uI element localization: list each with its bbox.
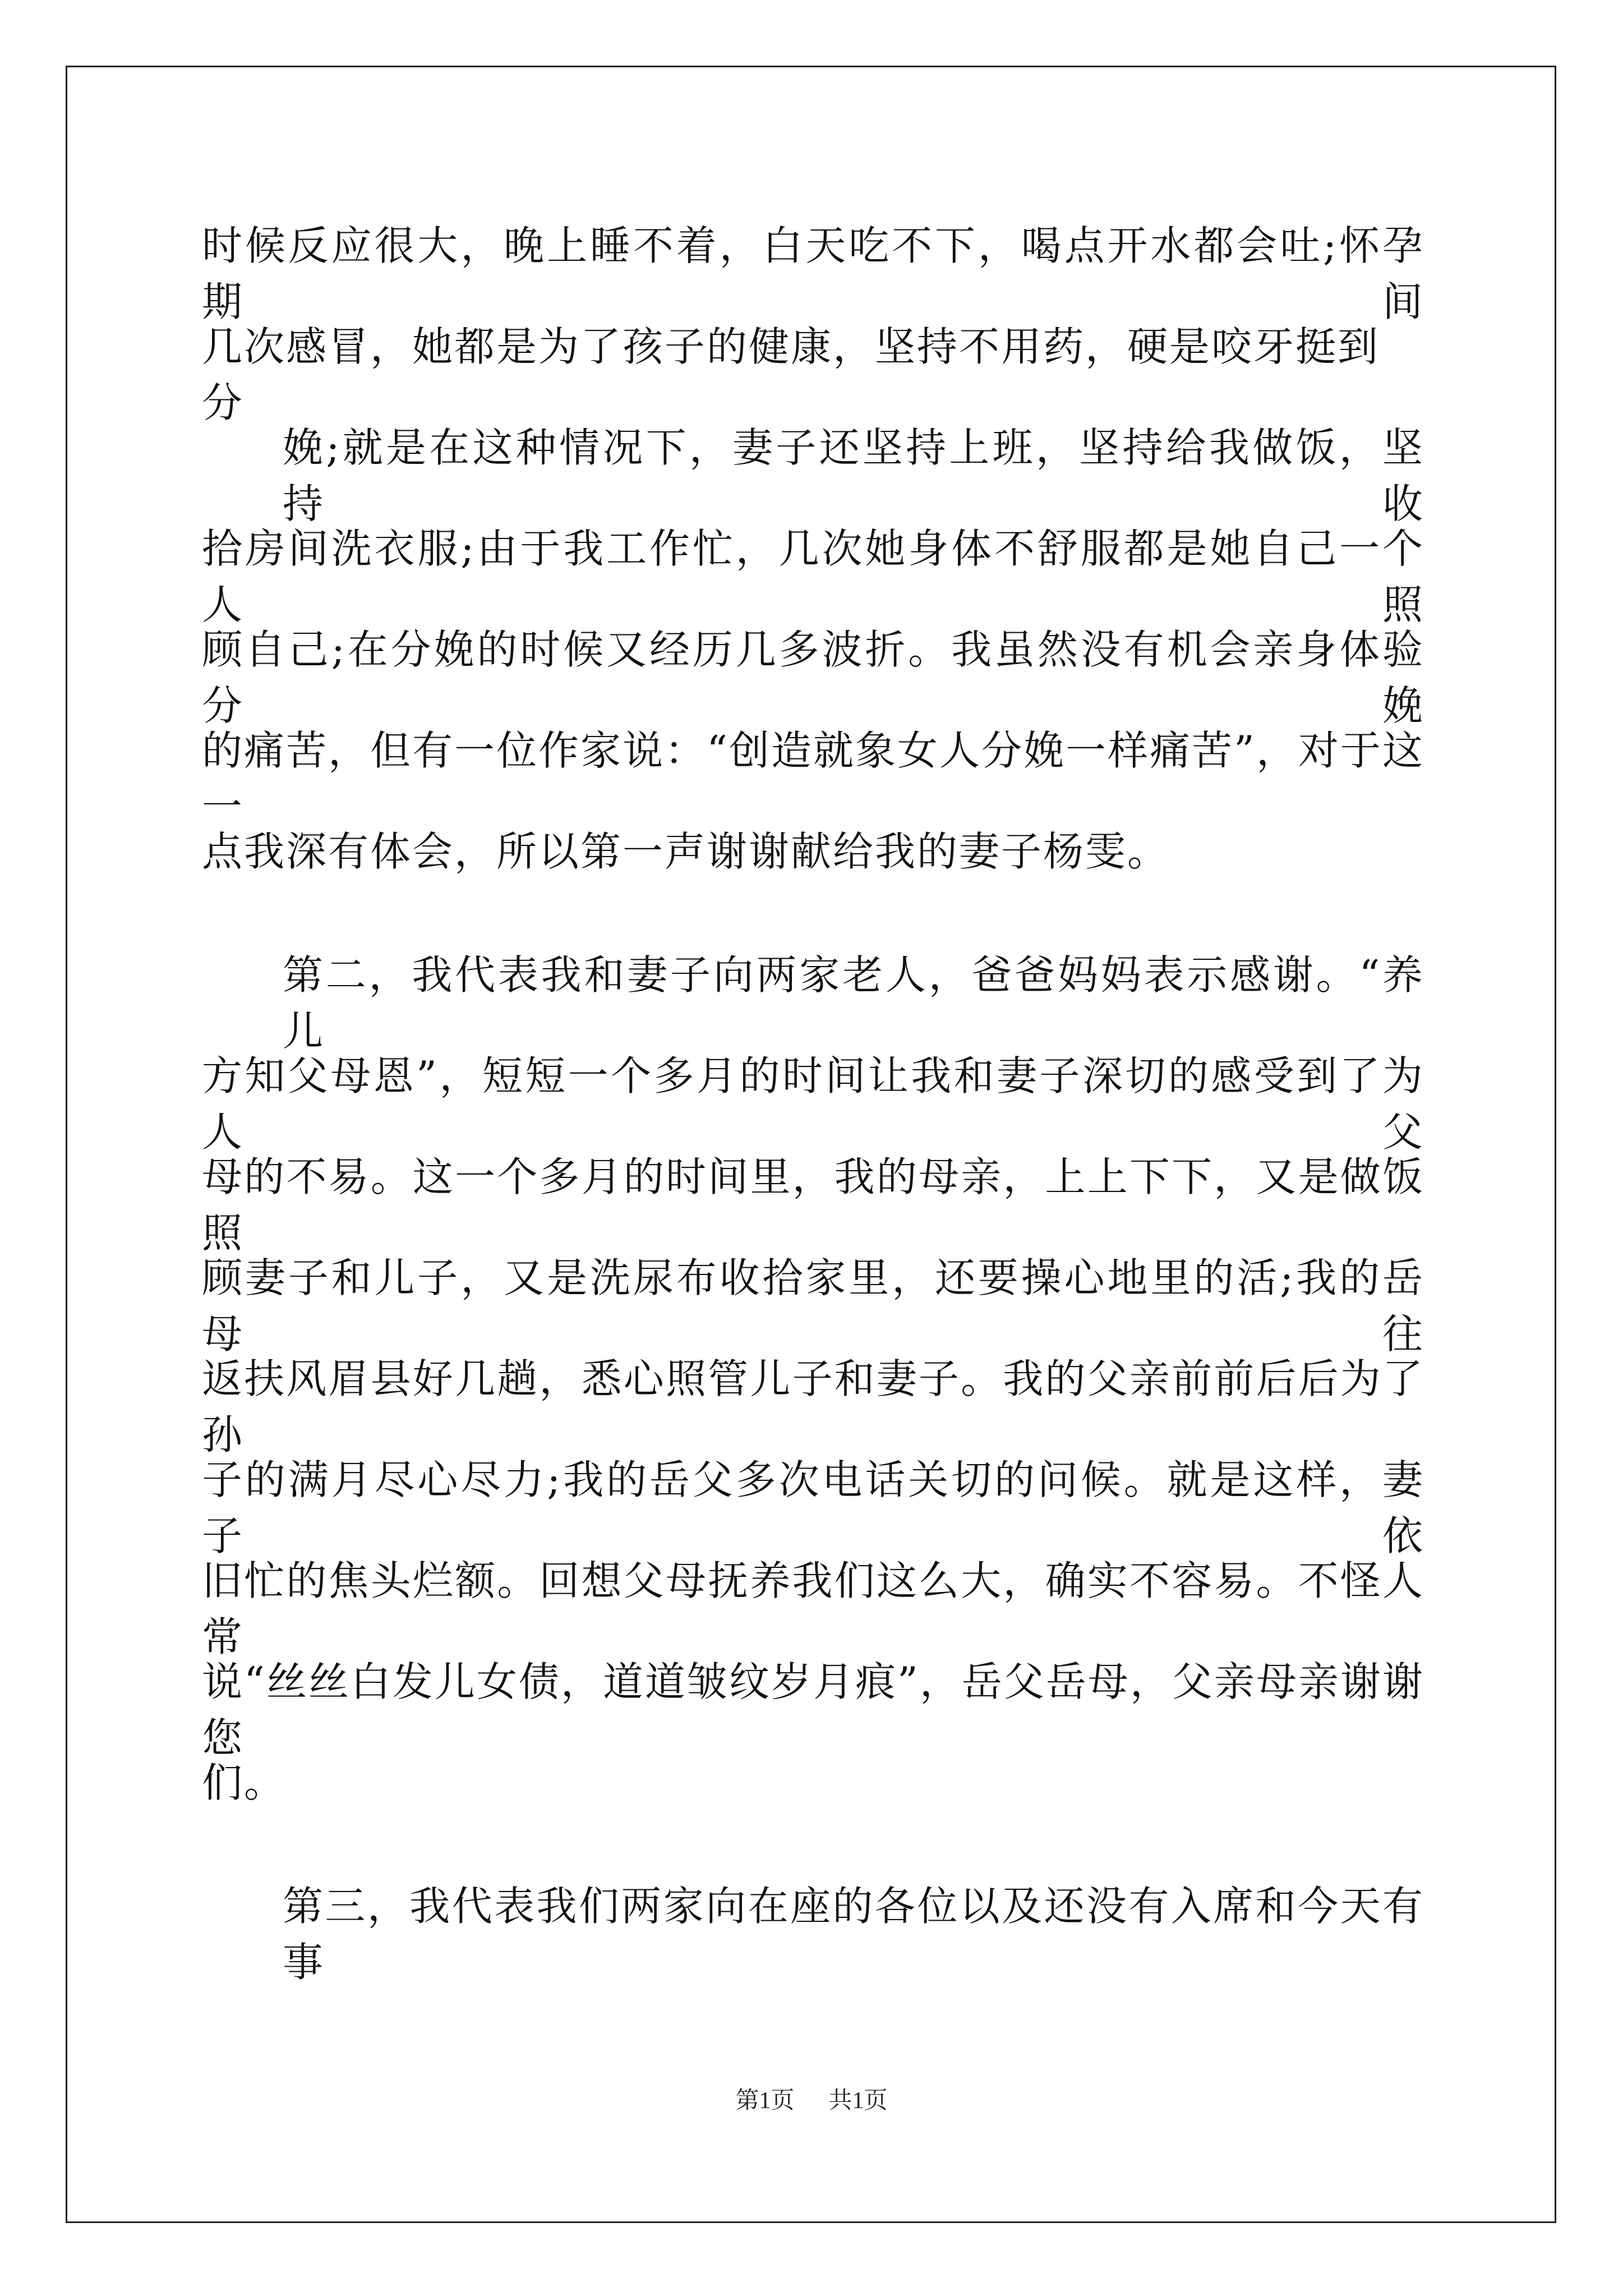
- body-text-line: 时候反应很大，晚上睡不着，白天吃不下，喝点开水都会吐;怀孕期间: [202, 222, 1424, 325]
- body-text-line: 说“丝丝白发儿女债，道道皱纹岁月痕”，岳父岳母，父亲母亲谢谢您: [202, 1658, 1424, 1761]
- body-text-line: 方知父母恩”，短短一个多月的时间让我和妻子深切的感受到了为人父: [202, 1052, 1424, 1156]
- body-text-line: 子的满月尽心尽力;我的岳父多次电话关切的问候。就是这样，妻子依: [202, 1456, 1424, 1559]
- body-text-line: 点我深有体会，所以第一声谢谢献给我的妻子杨雯。: [202, 828, 1170, 875]
- page-number: 第1页: [735, 2088, 795, 2114]
- paragraph-start-line: 第三，我代表我们两家向在座的各位以及还没有入席和今天有事: [283, 1883, 1424, 1986]
- body-text-line: 几次感冒，她都是为了孩子的健康，坚持不用药，硬是咬牙挺到分: [202, 323, 1380, 426]
- body-text-line: 拾房间洗衣服;由于我工作忙，几次她身体不舒服都是她自己一个人照: [202, 525, 1424, 628]
- body-text-line: 娩;就是在这种情况下，妻子还坚持上班，坚持给我做饭，坚持收: [283, 424, 1424, 527]
- body-text-line: 的痛苦，但有一位作家说：“创造就象女人分娩一样痛苦”，对于这一: [202, 727, 1424, 830]
- body-text-line: 顾自己;在分娩的时候又经历几多波折。我虽然没有机会亲身体验分娩: [202, 626, 1424, 729]
- body-text-line: 返扶风眉县好几趟，悉心照管儿子和妻子。我的父亲前前后后为了孙: [202, 1355, 1424, 1458]
- body-text-line: 母的不易。这一个多月的时间里，我的母亲，上上下下，又是做饭照: [202, 1153, 1424, 1257]
- body-text-line: 旧忙的焦头烂额。回想父母抚养我们这么大，确实不容易。不怪人常: [202, 1557, 1424, 1660]
- body-text-line: 顾妻子和儿子，又是洗尿布收拾家里，还要操心地里的活;我的岳母往: [202, 1254, 1424, 1358]
- page-footer: [0, 2084, 1623, 2118]
- page-total: 共1页: [828, 2088, 888, 2114]
- body-text-line: 们。: [202, 1759, 287, 1806]
- paragraph-start-line: 第二，我代表我和妻子向两家老人，爸爸妈妈表示感谢。“养儿: [283, 951, 1424, 1055]
